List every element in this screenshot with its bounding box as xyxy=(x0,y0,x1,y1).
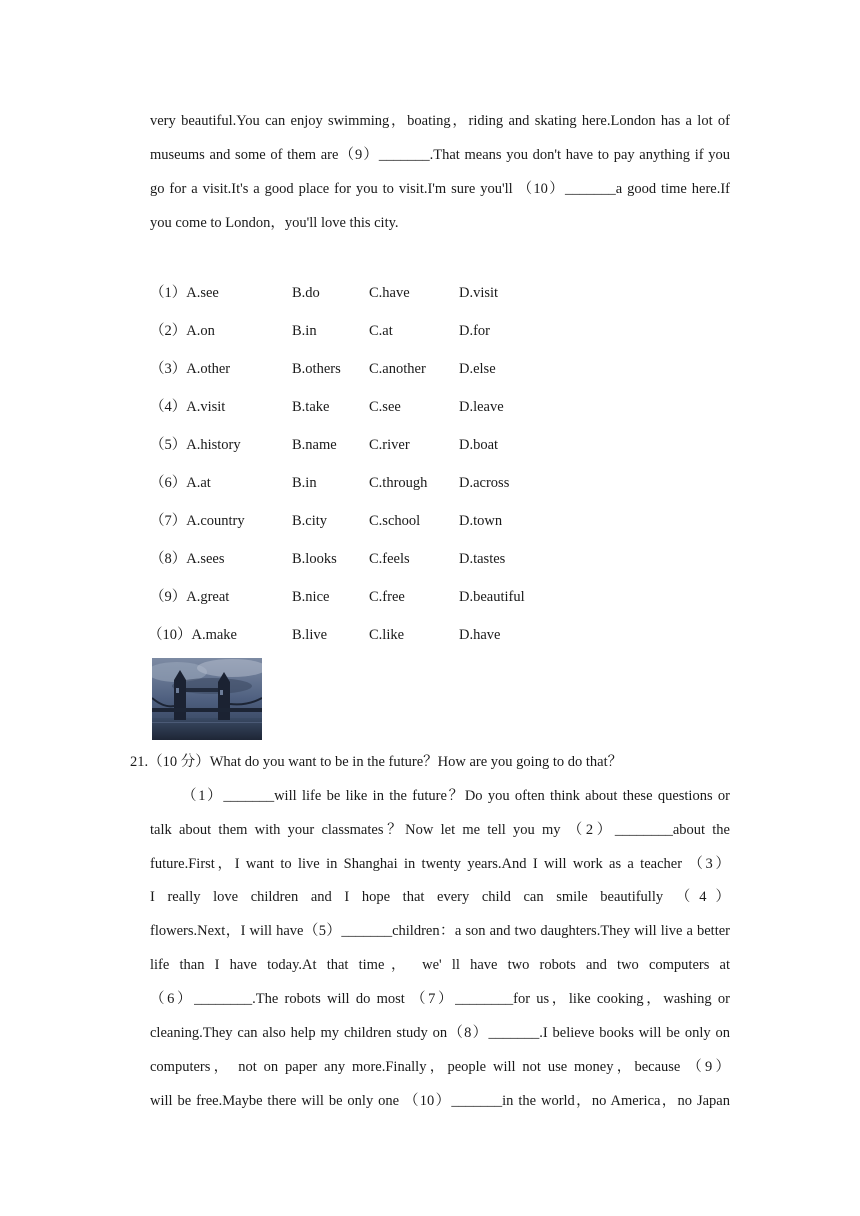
option-b: B.city xyxy=(292,513,328,529)
passage-line: very beautiful.You can enjoy swimming，boating，riding and skating here.London has a lot of xyxy=(150,113,730,129)
option-d: D.town xyxy=(459,513,503,529)
option-a: （3）A.other xyxy=(150,361,231,377)
option-d: D.boat xyxy=(459,437,499,453)
option-a: （4）A.visit xyxy=(150,399,226,415)
passage-line: I really love children and I hope that every child can smile beautifully （4） xyxy=(150,889,730,905)
passage-line: （6）________.The robots will do most （7）________for us，like cooking，washing or xyxy=(150,991,730,1007)
option-d: D.visit xyxy=(459,285,499,301)
passage-line: computers， not on paper any more.Finally，people will not use money，because （9） xyxy=(150,1059,730,1075)
option-c: C.river xyxy=(369,437,410,453)
option-a: （10）A.make xyxy=(148,627,237,643)
option-b: B.live xyxy=(292,627,328,643)
option-d: D.have xyxy=(459,627,501,643)
option-c: C.through xyxy=(369,475,428,491)
option-c: C.another xyxy=(369,361,426,377)
option-d: D.across xyxy=(459,475,510,491)
option-c: C.like xyxy=(369,627,405,643)
tower-bridge-illustration xyxy=(152,658,262,740)
option-b: B.name xyxy=(292,437,337,453)
option-d: D.leave xyxy=(459,399,504,415)
option-c: C.have xyxy=(369,285,410,301)
option-c: C.see xyxy=(369,399,401,415)
option-d: D.beautiful xyxy=(459,589,525,605)
option-a: （5）A.history xyxy=(150,437,241,453)
option-c: C.school xyxy=(369,513,421,529)
passage-line: go for a visit.It's a good place for you to visit.I'm sure you'll （10）_______a good time here.If xyxy=(150,181,730,197)
option-b: B.do xyxy=(292,285,320,301)
passage-line: cleaning.They can also help my children study on（8）_______.I believe books will be only on xyxy=(150,1025,730,1041)
option-c: C.free xyxy=(369,589,405,605)
option-b: B.nice xyxy=(292,589,330,605)
option-b: B.take xyxy=(292,399,330,415)
tower-bridge-photo xyxy=(152,658,262,740)
option-d: D.else xyxy=(459,361,496,377)
option-b: B.looks xyxy=(292,551,337,567)
option-c: C.at xyxy=(369,323,393,339)
option-d: D.for xyxy=(459,323,491,339)
option-d: D.tastes xyxy=(459,551,506,567)
passage-line: flowers.Next，I will have（5）_______children：a son and two daughters.They will live a better xyxy=(150,923,730,939)
option-a: （6）A.at xyxy=(150,475,211,491)
option-a: （1）A.see xyxy=(150,285,219,301)
option-c: C.feels xyxy=(369,551,410,567)
question-heading: 21.（10 分）What do you want to be in the future？How are you going to do that？ xyxy=(130,754,623,770)
passage-line: will be free.Maybe there will be only one （10）_______in the world，no America，no Japan xyxy=(150,1093,730,1109)
passage-line: （1）_______will life be like in the future？Do you often think about these questions or xyxy=(182,788,730,804)
passage-line: life than I have today.At that time， we' ll have two robots and two computers at xyxy=(150,957,730,973)
option-b: B.in xyxy=(292,323,317,339)
passage-line: talk about them with your classmates？Now let me tell you my （2）________about the xyxy=(150,822,730,838)
option-b: B.in xyxy=(292,475,317,491)
passage-line: future.First，I want to live in Shanghai in twenty years.And I will work as a teacher （3） xyxy=(150,856,730,872)
passage-line: museums and some of them are（9）_______.That means you don't have to pay anything if you xyxy=(150,147,730,163)
option-b: B.others xyxy=(292,361,341,377)
passage-line: you come to London，you'll love this city. xyxy=(150,215,399,231)
option-a: （7）A.country xyxy=(150,513,245,529)
option-a: （8）A.sees xyxy=(150,551,225,567)
option-a: （9）A.great xyxy=(150,589,230,605)
option-a: （2）A.on xyxy=(150,323,215,339)
